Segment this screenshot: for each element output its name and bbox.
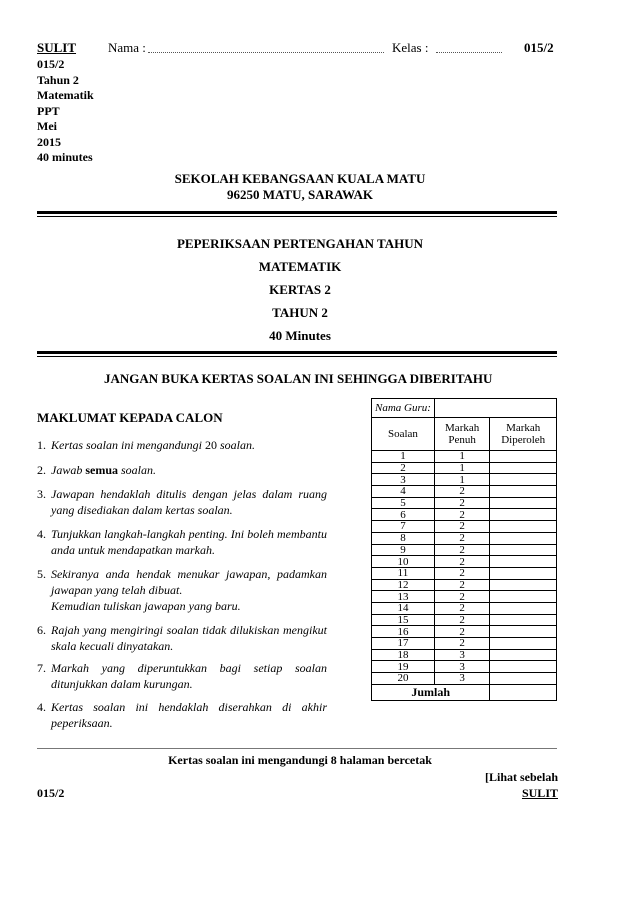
question-number: 10 xyxy=(372,556,435,568)
table-row xyxy=(372,474,557,486)
obtained-marks-field[interactable] xyxy=(490,532,557,544)
paper-meta xyxy=(37,57,94,166)
obtained-marks-field[interactable] xyxy=(490,579,557,591)
marks-body xyxy=(372,451,557,685)
question-number: 9 xyxy=(372,544,435,556)
item-emphasis: semua xyxy=(85,463,119,477)
full-marks: 3 xyxy=(434,649,490,661)
table-row xyxy=(372,602,557,614)
divider xyxy=(37,216,557,217)
col-header-penuh-line2: Penuh xyxy=(448,434,476,446)
item-text: Jawab xyxy=(51,463,86,477)
info-item xyxy=(37,660,327,692)
col-header-diperoleh xyxy=(490,418,557,451)
paper-code: 015/2 xyxy=(524,40,554,55)
question-number: 12 xyxy=(372,579,435,591)
table-row xyxy=(372,532,557,544)
meta-line: 40 minutes xyxy=(37,150,93,164)
item-text: Sekiranya anda hendak menukar jawapan, padamkan jawapan yang telah dibuat. xyxy=(51,567,327,597)
obtained-marks-field[interactable] xyxy=(490,638,557,650)
obtained-marks-field[interactable] xyxy=(490,614,557,626)
table-row xyxy=(372,649,557,661)
table-row xyxy=(372,544,557,556)
table-row xyxy=(372,673,557,685)
question-number: 15 xyxy=(372,614,435,626)
class-label: Kelas : xyxy=(392,40,429,55)
obtained-marks-field[interactable] xyxy=(490,509,557,521)
item-number: 6. xyxy=(37,623,46,637)
table-row xyxy=(372,567,557,579)
obtained-marks-field[interactable] xyxy=(490,462,557,474)
full-marks: 1 xyxy=(434,462,490,474)
obtained-marks-field[interactable] xyxy=(490,661,557,673)
info-item xyxy=(37,526,327,558)
divider xyxy=(37,356,557,357)
name-field[interactable] xyxy=(148,52,384,53)
col-header-diperoleh-line1: Markah xyxy=(506,422,541,434)
item-text: soalan. xyxy=(118,463,157,477)
school-address: 96250 MATU, SARAWAK xyxy=(226,187,373,202)
info-item xyxy=(37,622,327,654)
meta-line: Mei xyxy=(37,119,57,133)
meta-line: Matematik xyxy=(37,88,94,102)
item-number: 7. xyxy=(37,661,46,675)
question-number: 2 xyxy=(372,462,435,474)
marks-table xyxy=(371,398,557,701)
item-number: 4. xyxy=(37,700,46,714)
info-item xyxy=(37,437,327,453)
teacher-name-field[interactable] xyxy=(434,399,556,418)
item-number: 5. xyxy=(37,567,46,581)
full-marks: 2 xyxy=(434,614,490,626)
obtained-marks-field[interactable] xyxy=(490,451,557,463)
question-number: 3 xyxy=(372,474,435,486)
footer-paper-code: 015/2 xyxy=(37,786,65,800)
question-number: 20 xyxy=(372,673,435,685)
item-number: 1. xyxy=(37,438,46,452)
question-number: 4 xyxy=(372,486,435,498)
total-label: Jumlah xyxy=(372,684,490,700)
classification-label: SULIT xyxy=(37,40,77,55)
obtained-marks-field[interactable] xyxy=(490,567,557,579)
question-number: 14 xyxy=(372,602,435,614)
question-number: 5 xyxy=(372,497,435,509)
exam-duration: 40 Minutes xyxy=(269,328,331,343)
question-number: 7 xyxy=(372,521,435,533)
full-marks: 2 xyxy=(434,521,490,533)
question-number: 18 xyxy=(372,649,435,661)
meta-line: Tahun 2 xyxy=(37,72,79,87)
meta-line: 2015 xyxy=(37,134,61,149)
item-text: soalan. xyxy=(217,438,256,452)
table-row xyxy=(372,451,557,463)
item-text: Jawapan hendaklah ditulis dengan jelas dalam ruang yang disediakan dalam kertas soalan. xyxy=(51,487,327,517)
obtained-marks-field[interactable] xyxy=(490,521,557,533)
item-text: Kertas soalan ini hendaklah diserahkan di akhir peperiksaan. xyxy=(51,700,327,730)
full-marks: 2 xyxy=(434,591,490,603)
obtained-marks-field[interactable] xyxy=(490,673,557,685)
info-title: MAKLUMAT KEPADA CALON xyxy=(37,410,223,425)
info-item xyxy=(37,566,327,614)
obtained-marks-field[interactable] xyxy=(490,591,557,603)
full-marks: 2 xyxy=(434,579,490,591)
obtained-marks-field[interactable] xyxy=(490,474,557,486)
full-marks: 3 xyxy=(434,673,490,685)
question-number: 8 xyxy=(372,532,435,544)
full-marks: 2 xyxy=(434,556,490,568)
divider xyxy=(37,748,557,749)
divider xyxy=(37,351,557,354)
obtained-marks-field[interactable] xyxy=(490,649,557,661)
table-row xyxy=(372,626,557,638)
table-row xyxy=(372,497,557,509)
question-number: 11 xyxy=(372,567,435,579)
col-header-diperoleh-line2: Diperoleh xyxy=(501,434,546,446)
page-count-note: Kertas soalan ini mengandungi 8 halaman bercetak xyxy=(168,753,432,767)
table-row xyxy=(372,614,557,626)
full-marks: 1 xyxy=(434,474,490,486)
obtained-marks-field[interactable] xyxy=(490,497,557,509)
full-marks: 2 xyxy=(434,544,490,556)
exam-title: PEPERIKSAAN PERTENGAHAN TAHUN xyxy=(176,236,424,251)
obtained-marks-field[interactable] xyxy=(490,486,557,498)
table-row xyxy=(372,556,557,568)
see-next-note: [Lihat sebelah xyxy=(484,770,558,784)
question-number: 16 xyxy=(372,626,435,638)
full-marks: 2 xyxy=(434,497,490,509)
question-number: 19 xyxy=(372,661,435,673)
name-label: Nama : xyxy=(108,40,146,55)
col-header-soalan: Soalan xyxy=(372,418,435,451)
question-number: 1 xyxy=(372,451,435,463)
footer-classification: SULIT xyxy=(521,786,558,800)
teacher-name-label: Nama Guru: xyxy=(372,399,435,418)
item-number: 2. xyxy=(37,463,46,477)
school-name: SEKOLAH KEBANGSAAN KUALA MATU xyxy=(174,171,426,186)
item-text: Markah yang diperuntukkan bagi setiap soalan ditunjukkan dalam kurungan. xyxy=(51,661,327,691)
total-field[interactable] xyxy=(490,684,557,700)
info-item xyxy=(37,462,327,478)
col-header-penuh-line1: Markah xyxy=(445,422,480,434)
meta-line: 015/2 xyxy=(37,57,65,71)
table-row xyxy=(372,486,557,498)
table-row xyxy=(372,521,557,533)
col-header-penuh xyxy=(434,418,490,451)
table-row xyxy=(372,638,557,650)
full-marks: 2 xyxy=(434,509,490,521)
full-marks: 2 xyxy=(434,602,490,614)
full-marks: 2 xyxy=(434,626,490,638)
class-field[interactable] xyxy=(436,52,502,53)
obtained-marks-field[interactable] xyxy=(490,556,557,568)
obtained-marks-field[interactable] xyxy=(490,544,557,556)
exam-paper: KERTAS 2 xyxy=(269,282,331,297)
question-number: 17 xyxy=(372,638,435,650)
warning-text: JANGAN BUKA KERTAS SOALAN INI SEHINGGA DIBERITAHU xyxy=(104,371,493,386)
full-marks: 2 xyxy=(434,532,490,544)
table-row xyxy=(372,591,557,603)
info-item xyxy=(37,699,327,731)
full-marks: 3 xyxy=(434,661,490,673)
question-number: 13 xyxy=(372,591,435,603)
item-text: Kertas soalan ini mengandungi xyxy=(51,438,206,452)
item-text: Rajah yang mengiringi soalan tidak dilukiskan mengikut skala kecuali dinyatakan. xyxy=(51,623,327,653)
table-row xyxy=(372,661,557,673)
full-marks: 2 xyxy=(434,638,490,650)
full-marks: 2 xyxy=(434,486,490,498)
question-number: 6 xyxy=(372,509,435,521)
info-item xyxy=(37,486,327,518)
item-number: 3. xyxy=(37,487,46,501)
full-marks: 2 xyxy=(434,567,490,579)
table-row xyxy=(372,509,557,521)
exam-year: TAHUN 2 xyxy=(272,305,328,320)
full-marks: 1 xyxy=(434,451,490,463)
item-number: 4. xyxy=(37,527,46,541)
exam-subject: MATEMATIK xyxy=(258,259,342,274)
obtained-marks-field[interactable] xyxy=(490,602,557,614)
divider xyxy=(37,211,557,214)
item-text: Kemudian tuliskan jawapan yang baru. xyxy=(51,599,241,613)
obtained-marks-field[interactable] xyxy=(490,626,557,638)
meta-line: PPT xyxy=(37,103,60,118)
item-count: 20 xyxy=(205,438,218,452)
item-text: Tunjukkan langkah-langkah penting. Ini boleh membantu anda untuk mendapatkan markah. xyxy=(51,527,327,557)
table-row xyxy=(372,462,557,474)
table-row xyxy=(372,579,557,591)
